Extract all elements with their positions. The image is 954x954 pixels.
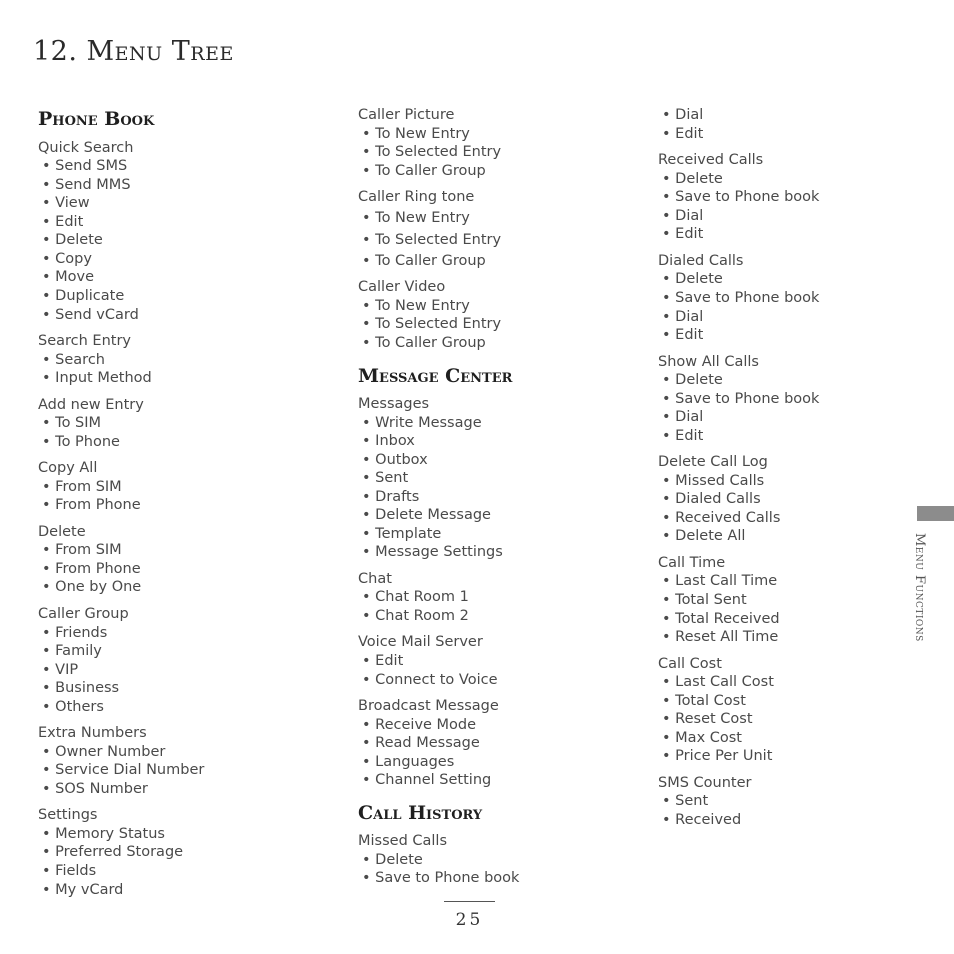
list-item: • To SIM [42, 414, 101, 432]
group-heading: Caller Ring tone [358, 189, 475, 205]
list-item: • To New Entry [362, 209, 470, 227]
list-item: • Read Message [362, 734, 480, 752]
group-heading: Delete Call Log [658, 454, 768, 470]
list-item: • Edit [362, 652, 403, 670]
group-heading: Broadcast Message [358, 698, 499, 714]
list-item: • To Caller Group [362, 334, 486, 352]
list-item: • Delete [662, 270, 723, 288]
list-item: • Chat Room 1 [362, 588, 469, 606]
list-item: • From SIM [42, 478, 122, 496]
page-title: 12. Menu Tree [33, 36, 234, 67]
list-item: • Edit [662, 427, 703, 445]
list-item: • Dial [662, 308, 703, 326]
list-item: • Languages [362, 753, 454, 771]
group-heading: Chat [358, 571, 392, 587]
list-item: • Save to Phone book [662, 289, 819, 307]
list-item: • Edit [42, 213, 83, 231]
list-item: • Channel Setting [362, 771, 491, 789]
group-heading: Delete [38, 524, 86, 540]
group-heading: Copy All [38, 460, 98, 476]
group-heading: Missed Calls [358, 833, 448, 849]
list-item: • Delete [42, 231, 103, 249]
list-item: • Owner Number [42, 743, 165, 761]
list-item: • Delete All [662, 527, 745, 545]
group-heading: Quick Search [38, 140, 134, 156]
list-item: • Memory Status [42, 825, 165, 843]
list-item: • Total Received [662, 610, 780, 628]
list-item: • Price Per Unit [662, 747, 772, 765]
list-item: • Edit [662, 225, 703, 243]
list-item: • To Selected Entry [362, 143, 501, 161]
list-item: • Dial [662, 207, 703, 225]
list-item: • SOS Number [42, 780, 148, 798]
list-item: • Save to Phone book [662, 390, 819, 408]
section-title-message-center: Message Center [358, 365, 513, 387]
list-item: • To New Entry [362, 297, 470, 315]
list-item: • Friends [42, 624, 107, 642]
list-item: • Dial [662, 408, 703, 426]
list-item: • Send MMS [42, 176, 131, 194]
list-item: • Delete [362, 851, 423, 869]
group-heading: Extra Numbers [38, 725, 147, 741]
list-item: • Delete Message [362, 506, 491, 524]
group-heading: Messages [358, 396, 430, 412]
section-title-call-history: Call History [358, 802, 483, 824]
group-heading: Caller Group [38, 606, 129, 622]
list-item: • Save to Phone book [662, 188, 819, 206]
list-item: • Connect to Voice [362, 671, 498, 689]
list-item: • Preferred Storage [42, 843, 183, 861]
list-item: • Reset All Time [662, 628, 778, 646]
list-item: • Delete [662, 371, 723, 389]
list-item: • Input Method [42, 369, 152, 387]
list-item: • Received [662, 811, 741, 829]
list-item: • Total Sent [662, 591, 747, 609]
group-heading: Add new Entry [38, 397, 144, 413]
list-item: • From Phone [42, 560, 141, 578]
list-item: • Drafts [362, 488, 419, 506]
list-item: • Max Cost [662, 729, 742, 747]
group-heading: Caller Picture [358, 107, 455, 123]
list-item: • Send SMS [42, 157, 127, 175]
side-tab-marker [917, 506, 954, 521]
list-item: • One by One [42, 578, 141, 596]
list-item: • Inbox [362, 432, 415, 450]
list-item: • VIP [42, 661, 78, 679]
group-heading: Call Cost [658, 656, 722, 672]
list-item: • Family [42, 642, 102, 660]
list-item: • To Phone [42, 433, 120, 451]
section-title-phone-book: Phone Book [38, 108, 155, 130]
list-item: • Missed Calls [662, 472, 764, 490]
list-item: • Send vCard [42, 306, 139, 324]
list-item: • To Selected Entry [362, 315, 501, 333]
list-item: • Move [42, 268, 94, 286]
page-number: 25 [455, 910, 484, 930]
list-item: • Edit [662, 326, 703, 344]
list-item: • Received Calls [662, 509, 780, 527]
list-item: • Message Settings [362, 543, 503, 561]
group-heading: Search Entry [38, 333, 132, 349]
list-item: • Edit [662, 125, 703, 143]
list-item: • Outbox [362, 451, 428, 469]
group-heading: Caller Video [358, 279, 446, 295]
page-number-rule [444, 901, 495, 902]
list-item: • From Phone [42, 496, 141, 514]
list-item: • Last Call Cost [662, 673, 774, 691]
list-item: • My vCard [42, 881, 123, 899]
group-heading: Call Time [658, 555, 726, 571]
list-item: • Sent [362, 469, 408, 487]
list-item: • Total Cost [662, 692, 746, 710]
list-item: • Save to Phone book [362, 869, 519, 887]
list-item: • Dialed Calls [662, 490, 761, 508]
list-item: • Last Call Time [662, 572, 777, 590]
list-item: • To Caller Group [362, 162, 486, 180]
list-item: • Copy [42, 250, 92, 268]
list-item: • Reset Cost [662, 710, 753, 728]
list-item: • To New Entry [362, 125, 470, 143]
group-heading: Settings [38, 807, 98, 823]
list-item: • Receive Mode [362, 716, 476, 734]
list-item: • Dial [662, 106, 703, 124]
group-heading: Dialed Calls [658, 253, 744, 269]
list-item: • Service Dial Number [42, 761, 204, 779]
list-item: • Write Message [362, 414, 482, 432]
list-item: • Template [362, 525, 441, 543]
list-item: • Sent [662, 792, 708, 810]
list-item: • Fields [42, 862, 96, 880]
side-section-label: Menu Functions [912, 533, 927, 642]
group-heading: Received Calls [658, 152, 764, 168]
list-item: • To Selected Entry [362, 231, 501, 249]
list-item: • Search [42, 351, 105, 369]
list-item: • To Caller Group [362, 252, 486, 270]
list-item: • Others [42, 698, 104, 716]
list-item: • View [42, 194, 90, 212]
list-item: • Duplicate [42, 287, 124, 305]
list-item: • Delete [662, 170, 723, 188]
list-item: • Business [42, 679, 119, 697]
list-item: • Chat Room 2 [362, 607, 469, 625]
list-item: • From SIM [42, 541, 122, 559]
group-heading: Show All Calls [658, 354, 759, 370]
group-heading: Voice Mail Server [358, 634, 483, 650]
group-heading: SMS Counter [658, 775, 752, 791]
